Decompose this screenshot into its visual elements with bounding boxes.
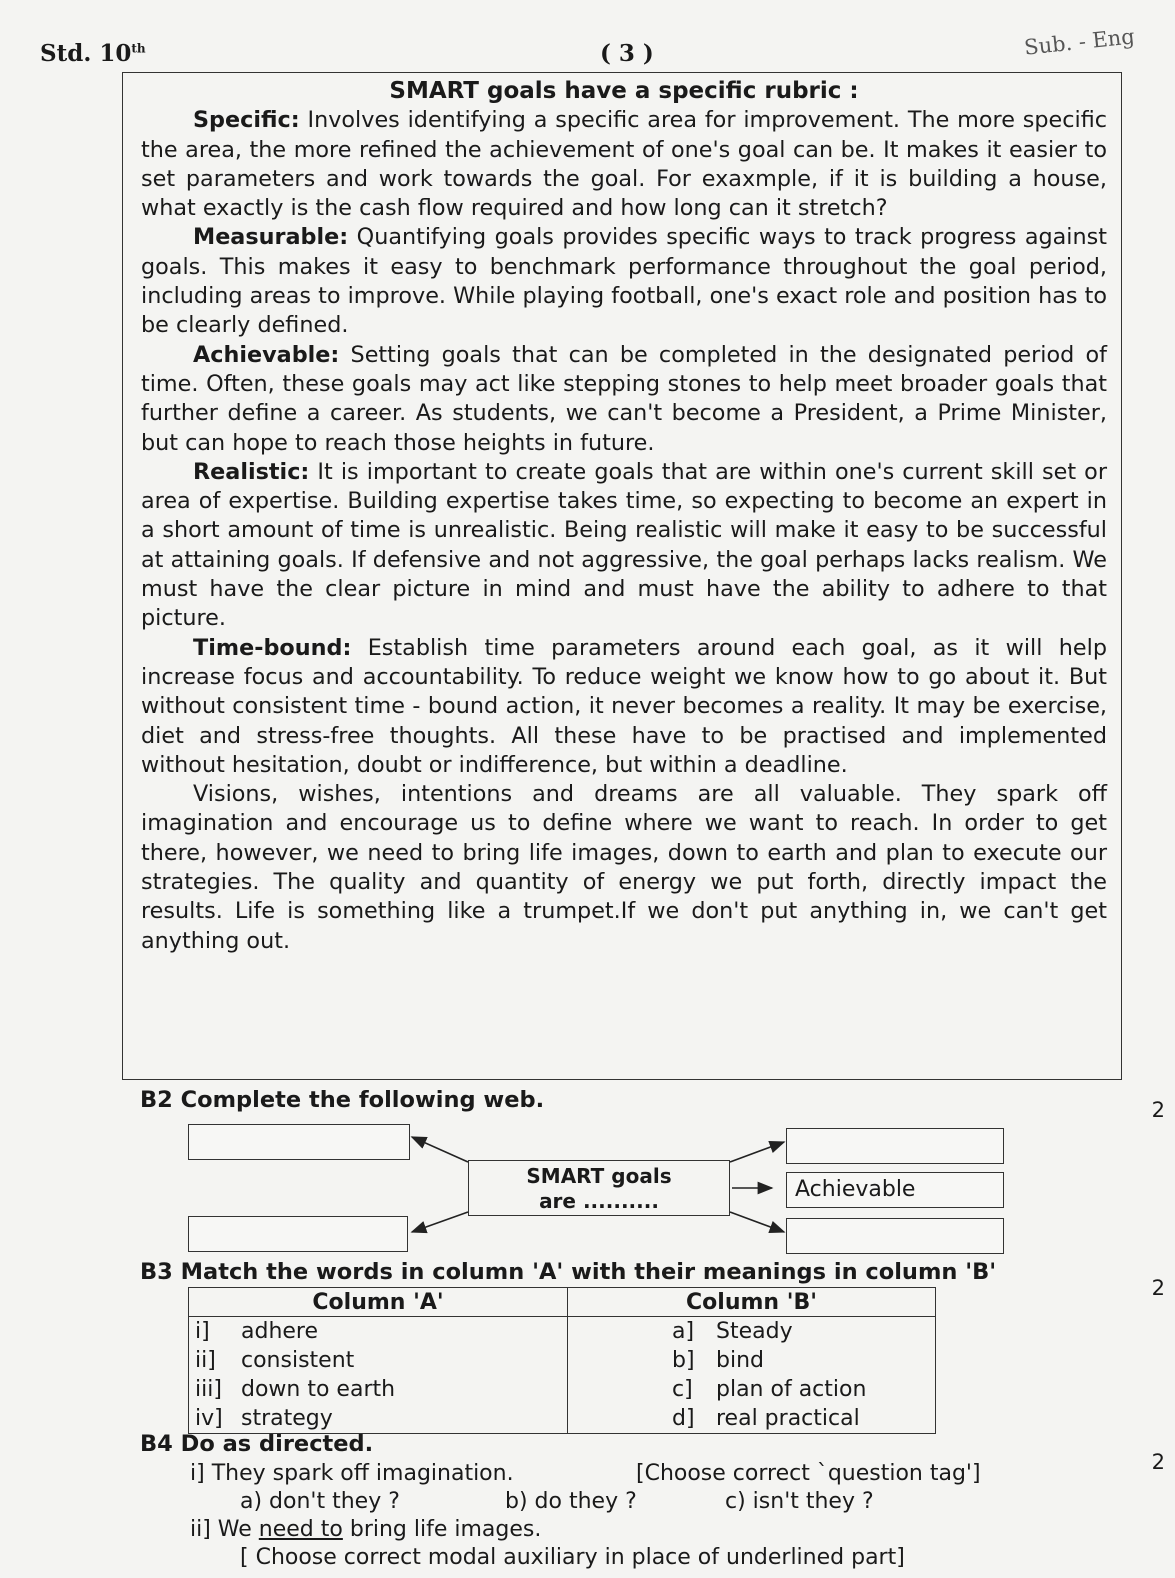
b4-q2-instruction: [ Choose correct modal auxiliary in place of underlined part] [240, 1545, 905, 1570]
b4-marks: 2 [1151, 1450, 1165, 1474]
passage-box [122, 72, 1122, 1080]
web-blank-bottom-right[interactable] [786, 1218, 1004, 1254]
para-measurable: Measurable: Quantifying goals provides specific ways to track progress against goals. This makes it easy to benchmark performance throughout the goal period, including areas to improve. While playing football, one's exact role and position has to be clearly defined. [141, 224, 1107, 339]
b4-q1: i] They spark off imagination. [190, 1461, 514, 1486]
page-number: ( 3 ) [600, 40, 654, 67]
column-a-header: Column 'A' [189, 1288, 568, 1317]
web-blank-bottom-left[interactable] [188, 1216, 408, 1252]
web-box-achievable: Achievable [786, 1172, 1004, 1208]
b3-marks: 2 [1151, 1276, 1165, 1300]
para-realistic: Realistic: It is important to create goals that are within one's current skill set or area of expertise. Building expertise takes time, so expecting to become an expert in a short amount of time is unrealistic. Being realistic will make it easy to be successful at attaining goals. If defensive and not aggressive, the goal perhaps lacks realism. We must have the clear picture in mind and must have the ability to adhere to that picture. [141, 458, 1107, 632]
b4-q1-instruction: [Choose correct `question tag'] [636, 1461, 981, 1486]
para-achievable: Achievable: Setting goals that can be completed in the designated period of time. Often, these goals may act like stepping stones to help meet broader goals that further define a career. As students, we can't become a President, a Prime Minister, but can hope to reach those heights in future. [141, 341, 1107, 456]
std-label: Std. 10th [40, 40, 146, 67]
table-row: iv] strategy d] real practical [189, 1404, 936, 1434]
b4-q2: ii] We need to bring life images. [190, 1517, 542, 1542]
para-time-bound: Time-bound: Establish time parameters around each goal, as it will help increase focus and accountability. To reduce weight we know how to go about it. But without consistent time - bound action, it never becomes a reality. It may be exercise, diet and stress-free thoughts. All these have to be practised and implemented without hesitation, doubt or indifference, but within a deadline. [141, 634, 1107, 778]
column-b-header: Column 'B' [568, 1288, 936, 1317]
b4-q1-option-c[interactable]: c) isn't they ? [725, 1489, 874, 1514]
para-specific: Specific: Involves identifying a specific area for improvement. The more specific the area, the more refined the achievement of one's goal can be. It makes it easier to set parameters and work towards the goal. For exaxmple, if it is building a house, what exactly is the cash flow required and how long can it stretch? [141, 107, 1107, 222]
table-row: ii] consistent b] bind [189, 1346, 936, 1375]
table-row: iii] down to earth c] plan of action [189, 1375, 936, 1404]
b4-q1-option-a[interactable]: a) don't they ? [240, 1489, 400, 1514]
b3-question: B3 Match the words in column 'A' with their meanings in column 'B' [140, 1259, 997, 1285]
b4-question: B4 Do as directed. [140, 1431, 374, 1457]
b2-question: B2 Complete the following web. [140, 1087, 545, 1113]
b2-marks: 2 [1151, 1098, 1165, 1122]
subject-label: Sub. - Eng [1023, 24, 1136, 60]
b4-q1-option-b[interactable]: b) do they ? [505, 1489, 637, 1514]
web-center-box: SMART goals are .......... [468, 1160, 730, 1216]
web-blank-top-right[interactable] [786, 1128, 1004, 1164]
web-blank-top-left[interactable] [188, 1124, 410, 1160]
passage-title: SMART goals have a specific rubric : [389, 78, 859, 104]
table-row: i] adhere a] Steady [189, 1317, 936, 1347]
para-conclusion: Visions, wishes, intentions and dreams are all valuable. They spark off imagination and encourage us to define where we want to reach. In order to get there, however, we need to bring life images, down to earth and plan to execute our strategies. The quality and quantity of energy we put forth, directly impact the results. Life is something like a trumpet.If we don't put anything in, we can't get anything out. [141, 781, 1107, 954]
match-table [188, 1287, 936, 1434]
